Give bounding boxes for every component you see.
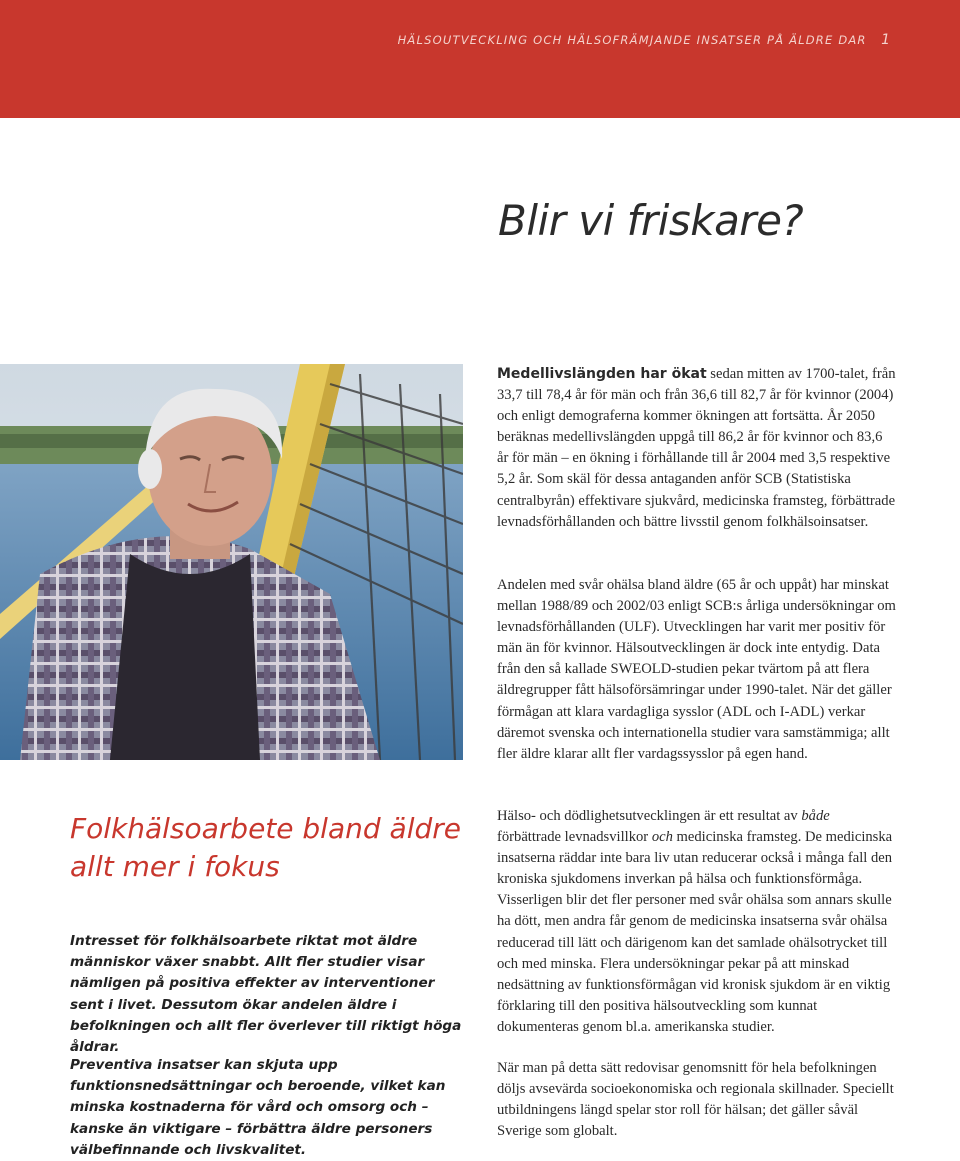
- article-column: [497, 806, 897, 1038]
- article-photo: [0, 364, 463, 760]
- article-column: [497, 575, 897, 765]
- paragraph-body: sedan mitten av 1700-talet, från 33,7 till 78,4 år för män och från 36,6 till 82,7 år för kvinnor (2004) och enligt demograferna kommer ökningen att fortsätta. År 2050 beräknas medellivslängden uppgå till 86,2 år för kvinnor och 83,6 år för män – en ökning i förhållande till år 2004 med 3,5 respektive 5,2 år. Som skäl för dessa antaganden anför SCB (Statistiska centralbyrån) effektivare sjukvård, medicinska framsteg, förbättrade levnadsförhållanden och bättre livsstil genom folkhälsoinsatser.: [497, 366, 896, 530]
- paragraph-text: Hälso- och dödlighetsutvecklingen är ett resultat av: [497, 808, 802, 824]
- article-column: [497, 1058, 897, 1142]
- article-paragraph-3: [497, 806, 897, 1038]
- emphasis: både: [801, 808, 830, 824]
- sidebar-paragraph-1: Intresset för folkhälsoarbete riktat mot äldre människor växer snabbt. Allt fler studier visar nämligen på positiva effekter av interventioner sent i livet. Dessutom ökar andelen äldre i befolkningen och allt fler överlever till riktigt höga åldrar.: [70, 933, 462, 1056]
- emphasis: och: [651, 829, 673, 846]
- paragraph-lead: Medellivslängden har ökat: [497, 366, 707, 382]
- article-column: [497, 364, 897, 533]
- paragraph-text: medicinska framsteg. De medicinska insatserna räddar inte bara liv utan reducerar också i många fall den kroniska sjukdomens inverkan på hälsa och funktionsförmåga. Visserligen blir det fler personer med svår ohälsa som annars skulle ha dött, men andra får genom de medicinska insatserna svår ohälsa reducerad till lätt och därigenom kan det samlade ohälsotrycket till och med minska. Flera undersökningar pekar på att minskad nedsättning av funktionsförmågan vid kronisk sjukdom är en viktig förklaring till den positiva hälsoutveckling som kunnat dokumenteras genom bl.a. amerikanska studier.: [497, 829, 893, 1035]
- article-paragraph-4: När man på detta sätt redovisar genomsnitt för hela befolkningen döljs avsevärda socioekonomiska och regionala skillnader. Speciellt utbildningens längd spelar stor roll för hälsan; det gäller såväl Sverige som globalt.: [497, 1060, 894, 1140]
- paragraph-text: förbättrade levnadsvillkor: [497, 829, 652, 846]
- sidebar-title-line: Folkhälsoarbete bland äldre: [70, 812, 461, 845]
- sidebar-title-line: allt mer i fokus: [70, 850, 280, 883]
- article-paragraph-1: [497, 364, 897, 533]
- elderly-man-photo-icon: [0, 364, 463, 760]
- sidebar-paragraph-2: Preventiva insatser kan skjuta upp funktionsnedsättningar och beroende, vilket kan minska kostnaderna för vård och omsorg och – kanske än viktigare – förbättra äldre personers välbefinnande och livskvalitet.: [70, 1057, 446, 1158]
- page-number: 1: [876, 32, 890, 48]
- article-paragraph-2: Andelen med svår ohälsa bland äldre (65 år och uppåt) har minskat mellan 1988/89 och 2002/03 enligt SCB:s årliga undersökningar om levnadsförhållanden (ULF). Utvecklingen har varit mer positiv för män än för kvinnor. Hälsoutvecklingen är dock inte entydig. Data från den så kallade SWEOLD-studien pekar tvärtom på att flera äldregrupper fått hälsoförsämringar under 1990-talet. När det gäller förmågan att klara vardagliga sysslor (ADL och I-ADL) verkar däremot svenska och internationella studier vara samstämmiga; allt fler äldre klarar allt fler vardagssysslor på egen hand.: [497, 577, 896, 762]
- running-title: HÄLSOUTVECKLING OCH HÄLSOFRÄMJANDE INSATSER PÅ ÄLDRE DAR 1: [397, 32, 890, 48]
- sidebar-title: [70, 810, 470, 886]
- page-title: Blir vi friskare?: [498, 196, 804, 245]
- header-band: [0, 0, 960, 118]
